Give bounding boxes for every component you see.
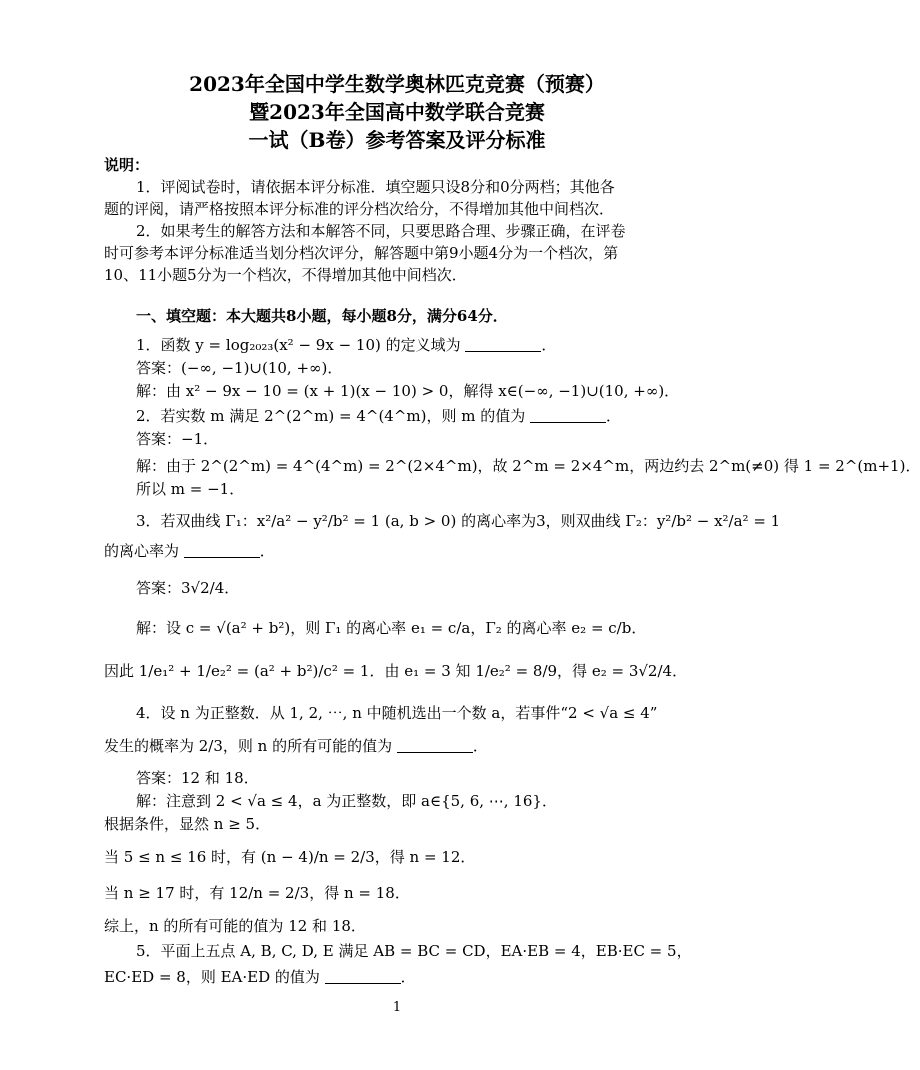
notes-heading: 说明：	[104, 156, 150, 174]
note-2-line-2: 时可参考本评分标准适当划分档次评分，解答题中第9小题4分为一个档次，第	[104, 244, 619, 262]
problem-2-answer: 答案：−1．	[136, 430, 219, 448]
problem-2-solution-2: 所以 m = −1．	[136, 480, 245, 498]
answer-blank	[325, 969, 401, 984]
answer-blank	[397, 738, 473, 753]
problem-2-text: 2．若实数 m 满足 2^(2^m) = 4^(4^m)，则 m 的值为	[136, 407, 526, 425]
problem-4-answer: 答案：12 和 18．	[136, 769, 259, 787]
problem-3-solution-1: 解：设 c = √(a² + b²)，则 Γ₁ 的离心率 e₁ = c/a，Γ₂ 的离心率 e₂ = c/b．	[136, 619, 647, 637]
problem-1-text: 1．函数 y = log₂₀₂₃(x² − 9x − 10) 的定义域为	[136, 336, 461, 354]
title-line-1: 2023年全国中学生数学奥林匹克竞赛（预赛）	[189, 72, 605, 96]
problem-4-solution-5: 综上，n 的所有可能的值为 12 和 18．	[104, 917, 366, 935]
problem-4-question-2: 发生的概率为 2/3，则 n 的所有可能的值为 ．	[104, 737, 488, 755]
problem-4-question-1: 4．设 n 为正整数．从 1, 2, ⋯, n 中随机选出一个数 a，若事件“2 < √a ≤ 4”	[136, 704, 658, 722]
problem-3-text: 的离心率为	[104, 542, 180, 560]
note-2-line-1: 2．如果考生的解答方法和本解答不同，只要思路合理、步骤正确，在评卷	[136, 222, 626, 240]
problem-5-question-2: EC·ED = 8，则 EA·ED 的值为 ．	[104, 968, 416, 986]
problem-3-solution-2: 因此 1/e₁² + 1/e₂² = (a² + b²)/c² = 1．由 e₁ = 3 知 1/e₂² = 8/9，得 e₂ = 3√2/4．	[104, 662, 688, 680]
page-number: 1	[392, 1000, 402, 1015]
problem-5-question-1: 5．平面上五点 A, B, C, D, E 满足 AB = BC = CD，EA·EB = 4，EB·EC = 5，	[136, 942, 692, 960]
problem-1-question: 1．函数 y = log₂₀₂₃(x² − 9x − 10) 的定义域为 ．	[136, 336, 557, 354]
problem-3-question-1: 3．若双曲线 Γ₁：x²/a² − y²/b² = 1 (a, b > 0) 的离心率为3，则双曲线 Γ₂：y²/b² − x²/a² = 1	[136, 512, 781, 530]
problem-3-question-2: 的离心率为 ．	[104, 542, 275, 560]
answer-blank	[465, 337, 541, 352]
note-1-line-2: 题的评阅，请严格按照本评分标准的评分档次给分，不得增加其他中间档次．	[104, 200, 615, 218]
problem-1-solution: 解：由 x² − 9x − 10 = (x + 1)(x − 10) > 0，解得 x∈(−∞, −1)∪(10, +∞)．	[136, 382, 680, 400]
problem-4-text: 发生的概率为 2/3，则 n 的所有可能的值为	[104, 737, 393, 755]
problem-4-solution-1: 解：注意到 2 < √a ≤ 4，a 为正整数，即 a∈{5, 6, ⋯, 16}．	[136, 792, 557, 810]
title-line-2: 暨2023年全国高中数学联合竞赛	[249, 100, 545, 124]
problem-2-solution: 解：由于 2^(2^m) = 4^(4^m) = 2^(2×4^m)，故 2^m = 2×4^m，两边约去 2^m(≠0) 得 1 = 2^(m+1)．	[136, 457, 920, 475]
problem-1-answer: 答案：(−∞, −1)∪(10, +∞)．	[136, 359, 343, 377]
problem-2-question: 2．若实数 m 满足 2^(2^m) = 4^(4^m)，则 m 的值为 ．	[136, 407, 622, 425]
note-2-line-3: 10、11小题5分为一个档次，不得增加其他中间档次．	[104, 266, 467, 284]
problem-4-solution-4: 当 n ≥ 17 时，有 12/n = 2/3，得 n = 18．	[104, 884, 410, 902]
problem-4-solution-3: 当 5 ≤ n ≤ 16 时，有 (n − 4)/n = 2/3，得 n = 12．	[104, 848, 476, 866]
title-line-3: 一试（B卷）参考答案及评分标准	[248, 128, 546, 152]
problem-3-answer: 答案：3√2/4．	[136, 579, 240, 597]
answer-blank	[530, 408, 606, 423]
section-1-heading: 一、填空题：本大题共8小题，每小题8分，满分64分．	[136, 307, 508, 325]
answer-blank	[184, 543, 260, 558]
problem-4-solution-2: 根据条件，显然 n ≥ 5．	[104, 815, 271, 833]
note-1-line-1: 1．评阅试卷时，请依据本评分标准．填空题只设8分和0分两档；其他各	[136, 178, 615, 196]
problem-5-text: EC·ED = 8，则 EA·ED 的值为	[104, 968, 320, 986]
